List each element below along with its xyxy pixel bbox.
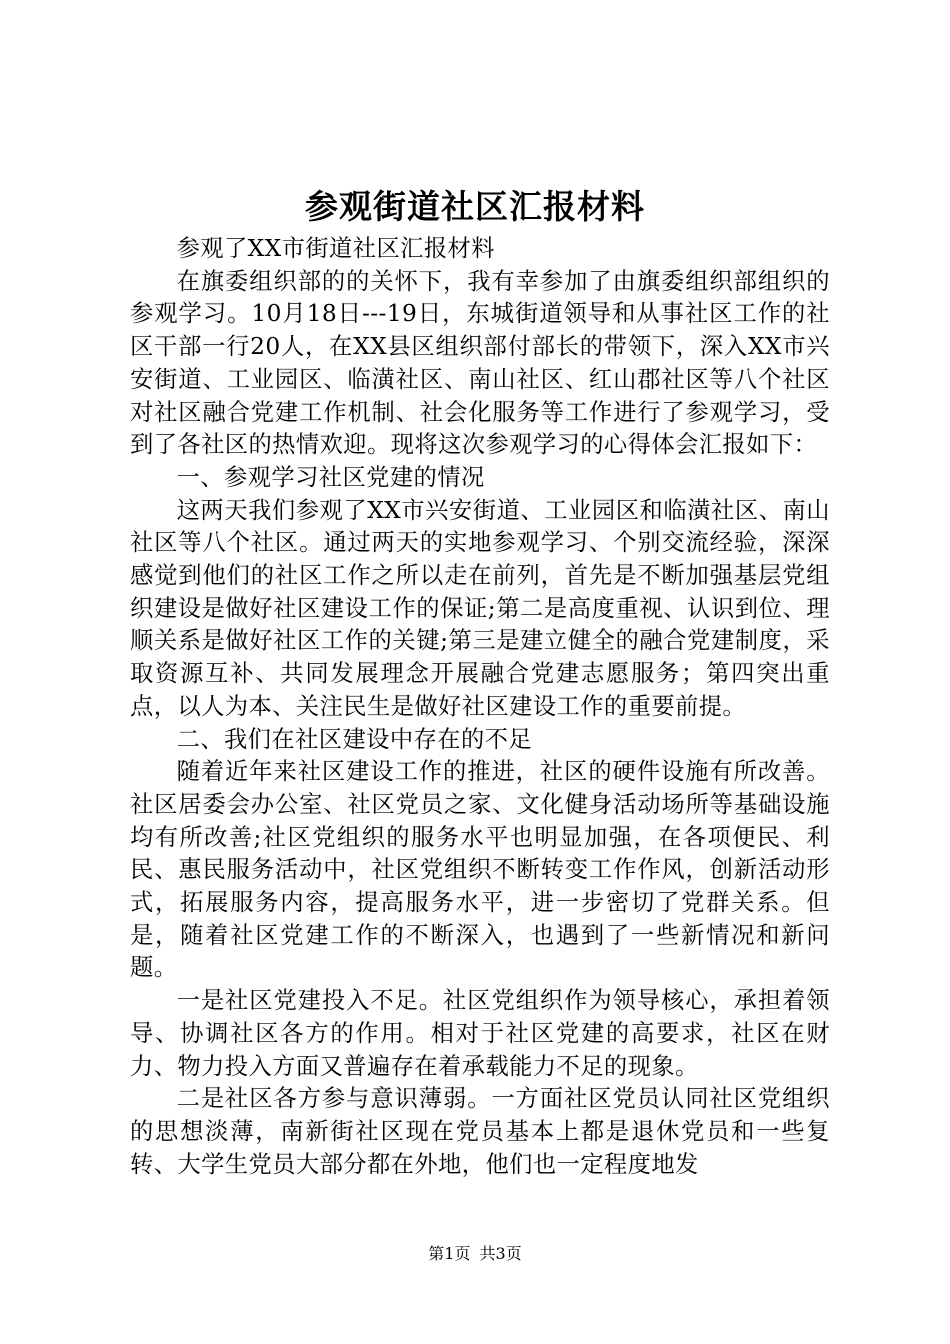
page-total: 共3页 bbox=[479, 1244, 522, 1263]
paragraph-section-1: 这两天我们参观了XX市兴安街道、工业园区和临潢社区、南山社区等八个社区。通过两天的实地参观学习、个别交流经验，深深感觉到他们的社区工作之所以走在前列，首先是不断加强基层党组织建设是做好社区建设工作的保证;第二是高度重视、认识到位、理顺关系是做好社区工作的关键;第三是建立健全的融合党建制度，采取资源互补、共同发展理念开展融合党建志愿服务；第四突出重点，以人为本、关注民生是做好社区建设工作的重要前提。 bbox=[130, 496, 830, 720]
paragraph-subtitle: 参观了XX市街道社区汇报材料 bbox=[176, 235, 495, 262]
document-body bbox=[130, 233, 830, 1181]
page-footer bbox=[0, 1242, 950, 1266]
page-number: 第1页 bbox=[428, 1244, 471, 1263]
paragraph-point-2: 二是社区各方参与意识薄弱。一方面社区党员认同社区党组织的思想淡薄，南新街社区现在党员基本上都是退休党员和一些复转、大学生党员大部分都在外地，他们也一定程度地发 bbox=[130, 1085, 830, 1178]
section-heading-2: 二、我们在社区建设中存在的不足 bbox=[176, 725, 533, 753]
paragraph-intro: 在旗委组织部的的关怀下，我有幸参加了由旗委组织部组织的参观学习。10月18日---19日，东城街道领导和从事社区工作的社区干部一行20人，在XX县区组织部付部长的带领下，深入XX市兴安街道、工业园区、临潢社区、南山社区、红山郡社区等八个社区对社区融合党建工作机制、社会化服务等工作进行了参观学习，受到了各社区的热情欢迎。现将这次参观学习的心得体会汇报如下： bbox=[130, 267, 830, 459]
section-heading-1: 一、参观学习社区党建的情况 bbox=[176, 463, 485, 491]
paragraph-point-1: 一是社区党建投入不足。社区党组织作为领导核心，承担着领导、协调社区各方的作用。相对于社区党建的高要求，社区在财力、物力投入方面又普遍存在着承载能力不足的现象。 bbox=[130, 987, 830, 1080]
paragraph-section-2: 随着近年来社区建设工作的推进，社区的硬件设施有所改善。社区居委会办公室、社区党员之家、文化健身活动场所等基础设施均有所改善;社区党组织的服务水平也明显加强，在各项便民、利民、惠民服务活动中，社区党组织不断转变工作作风，创新活动形式，拓展服务内容，提高服务水平，进一步密切了党群关系。但是，随着社区党建工作的不断深入，也遇到了一些新情况和新问题。 bbox=[130, 758, 830, 982]
document-title: 参观街道社区汇报材料 bbox=[305, 187, 645, 226]
